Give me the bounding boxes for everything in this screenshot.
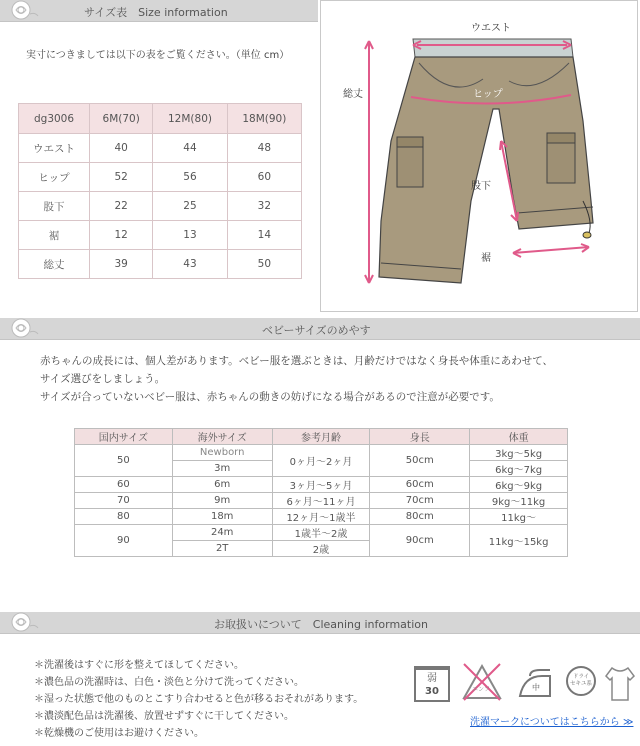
cell: 14: [227, 221, 301, 250]
ref-age: 0ヶ月～2ヶ月: [272, 445, 370, 477]
care-item: ＊洗濯後はすぐに形を整えてほしてください。: [34, 660, 244, 671]
header-cell: 6M(70): [90, 104, 153, 134]
header-cell: dg3006: [19, 104, 90, 134]
label-inseam: 股下: [471, 181, 491, 192]
table-row: [75, 445, 568, 461]
label-length: 総丈: [343, 89, 363, 100]
row-label: ウエスト: [19, 134, 90, 163]
cleaning-info-bar: [0, 612, 640, 634]
row-label: 裾: [19, 221, 90, 250]
cell: 12: [90, 221, 153, 250]
cleaning-info-title: お取扱いについて Cleaning information: [214, 618, 428, 631]
pants-diagram: [320, 0, 638, 312]
weight: 9kg～11kg: [470, 493, 568, 509]
dry-label: ドライ: [572, 674, 590, 680]
overseas-size: 24m: [172, 525, 272, 541]
dry-clean-icon: [566, 666, 596, 696]
rose-icon: [6, 314, 40, 342]
header-cell: 12M(80): [153, 104, 227, 134]
overseas-size: 9m: [172, 493, 272, 509]
cell: 56: [153, 163, 227, 192]
label-hem: 裾: [481, 253, 491, 264]
table-row: [19, 192, 302, 221]
overseas-size: 6m: [172, 477, 272, 493]
table-row: [75, 525, 568, 541]
overseas-size: Newborn: [172, 445, 272, 461]
ref-age: 12ヶ月～1歳半: [272, 509, 370, 525]
baby-paragraph-line: サイズが合っていないベビー服は、赤ちゃんの動きの妨げになる場合があるので注意が必要です。: [40, 391, 500, 403]
iron-label: 中: [532, 683, 540, 692]
ref-age: 6ヶ月～11ヶ月: [272, 493, 370, 509]
cell: 48: [227, 134, 301, 163]
header-cell: 国内サイズ: [75, 429, 173, 445]
laundry-mark-link[interactable]: 洗濯マークについてはこちらから ≫: [470, 717, 634, 728]
row-label: 股下: [19, 192, 90, 221]
weight: 6kg～9kg: [470, 477, 568, 493]
header-cell: 体重: [470, 429, 568, 445]
care-item: ＊乾燥機のご使用はお避けください。: [34, 728, 204, 739]
unit-note: 実寸につきましては以下の表をご覧ください。（単位 cm）: [26, 50, 290, 61]
domestic-size: 90: [75, 525, 173, 557]
rose-icon: [6, 0, 40, 24]
size-table-header: [19, 104, 302, 134]
size-info-bar: [0, 0, 318, 22]
cell: 32: [227, 192, 301, 221]
domestic-size: 70: [75, 493, 173, 509]
baby-table-header: [75, 429, 568, 445]
size-info-title: サイズ表 Size information: [84, 6, 228, 19]
cell: 44: [153, 134, 227, 163]
header-cell: 身長: [370, 429, 470, 445]
cell: 13: [153, 221, 227, 250]
cell: 22: [90, 192, 153, 221]
line-dry-icon: [604, 664, 636, 704]
care-item: ＊濃色品の洗濯時は、白色・淡色と分けて洗ってください。: [34, 677, 304, 688]
weight: 6kg～7kg: [470, 461, 568, 477]
cell: 25: [153, 192, 227, 221]
baby-size-title: ベビーサイズのめやす: [262, 324, 371, 337]
cell: 43: [153, 250, 227, 279]
label-hip: ヒップ: [473, 89, 503, 100]
table-row: [19, 221, 302, 250]
table-row: [19, 250, 302, 279]
wash-icon-bottom: 30: [425, 686, 439, 697]
header-cell: 参考月齢: [272, 429, 370, 445]
cell: 60: [227, 163, 301, 192]
height: 60cm: [370, 477, 470, 493]
iron-icon: [516, 668, 556, 702]
ref-age: 1歳半～2歳: [272, 525, 370, 541]
overseas-size: 18m: [172, 509, 272, 525]
dry-sub-label: セキユ系: [569, 681, 592, 687]
height: 50cm: [370, 445, 470, 477]
ref-age: 2歳: [272, 541, 370, 557]
table-row: [19, 163, 302, 192]
wash-icon: [414, 666, 450, 702]
label-waist: ウエスト: [471, 23, 511, 34]
cell: 52: [90, 163, 153, 192]
baby-size-bar: [0, 318, 640, 340]
baby-paragraph-line: サイズ選びをしましょう。: [40, 373, 166, 385]
cell: 40: [90, 134, 153, 163]
care-item: ＊濃淡配色品は洗濯後、放置せずすぐに干してください。: [34, 711, 294, 722]
height: 90cm: [370, 525, 470, 557]
header-cell: 18M(90): [227, 104, 301, 134]
overseas-size: 3m: [172, 461, 272, 477]
rose-icon: [6, 608, 40, 636]
table-row: [19, 134, 302, 163]
bleach-label: エンソ: [472, 686, 491, 693]
row-label: 総丈: [19, 250, 90, 279]
row-label: ヒップ: [19, 163, 90, 192]
size-table: [18, 103, 302, 279]
overseas-size: 2T: [172, 541, 272, 557]
no-bleach-icon: [460, 662, 504, 702]
wash-icon-top: 弱: [427, 673, 437, 684]
care-item: ＊湿った状態で他のものとこすり合わせると色が移るおそれがあります。: [34, 694, 364, 705]
weight: 3kg～5kg: [470, 445, 568, 461]
weight: 11kg～: [470, 509, 568, 525]
height: 80cm: [370, 509, 470, 525]
domestic-size: 80: [75, 509, 173, 525]
weight: 11kg～15kg: [470, 525, 568, 557]
baby-paragraph-line: 赤ちゃんの成長には、個人差があります。ベビー服を選ぶときは、月齢だけではなく身長や体重にあわせて、: [40, 355, 554, 367]
domestic-size: 50: [75, 445, 173, 477]
pants-illustration: [321, 1, 639, 313]
domestic-size: 60: [75, 477, 173, 493]
cell: 39: [90, 250, 153, 279]
baby-size-table: [74, 428, 568, 557]
cell: 50: [227, 250, 301, 279]
header-cell: 海外サイズ: [172, 429, 272, 445]
ref-age: 3ヶ月～5ヶ月: [272, 477, 370, 493]
height: 70cm: [370, 493, 470, 509]
